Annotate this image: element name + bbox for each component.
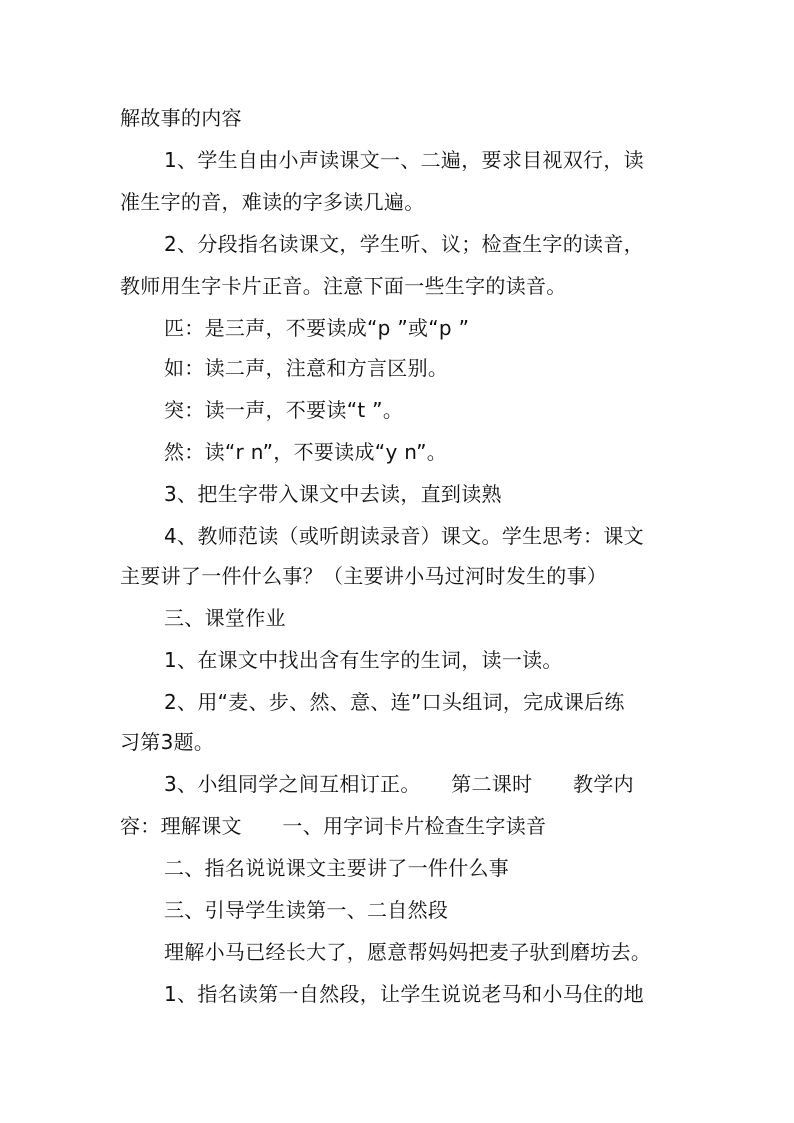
text-line: 如：读二声，注意和方言区别。 xyxy=(164,356,449,380)
text-line: 三、课堂作业 xyxy=(164,606,286,630)
text-line: 1、在课文中找出含有生字的生词，读一读。 xyxy=(164,648,563,672)
text-line: 教师用生字卡片正音。注意下面一些生字的读音。 xyxy=(120,274,567,298)
text-line: 2、用“麦、步、然、意、连”口头组词，完成课后练 xyxy=(164,690,625,714)
text-line: 3、把生字带入课文中去读，直到读熟 xyxy=(164,482,502,506)
text-line: 理解小马已经长大了，愿意帮妈妈把麦子驮到磨坊去。 xyxy=(164,940,652,964)
text-line: 1、学生自由小声读课文一、二遍，要求目视双行，读 xyxy=(164,148,644,172)
text-line: 准生字的音，难读的字多读几遍。 xyxy=(120,190,425,214)
text-line: 匹：是三声，不要读成“p ”或“p ” xyxy=(164,316,470,340)
text-line: 3、小组同学之间互相订正。 第二课时 教学内 xyxy=(164,772,634,796)
text-line: 二、指名说说课文主要讲了一件什么事 xyxy=(164,856,510,880)
text-line: 然：读“r n”，不要读成“y n”。 xyxy=(164,440,448,464)
text-line: 主要讲了一件什么事？（主要讲小马过河时发生的事） xyxy=(120,564,608,588)
text-line: 2、分段指名读课文，学生听、议；检查生字的读音， xyxy=(164,232,644,256)
text-line: 习第3题。 xyxy=(120,730,215,754)
text-line: 三、引导学生读第一、二自然段 xyxy=(164,898,449,922)
text-line: 1、指名读第一自然段，让学生说说老马和小马住的地 xyxy=(164,982,644,1006)
text-line: 4、教师范读（或听朗读录音）课文。学生思考：课文 xyxy=(164,524,644,548)
text-line: 解故事的内容 xyxy=(120,106,242,130)
text-line: 突：读一声，不要读“t ”。 xyxy=(164,398,404,422)
text-line: 容：理解课文 一、用字词卡片检查生字读音 xyxy=(120,814,547,838)
